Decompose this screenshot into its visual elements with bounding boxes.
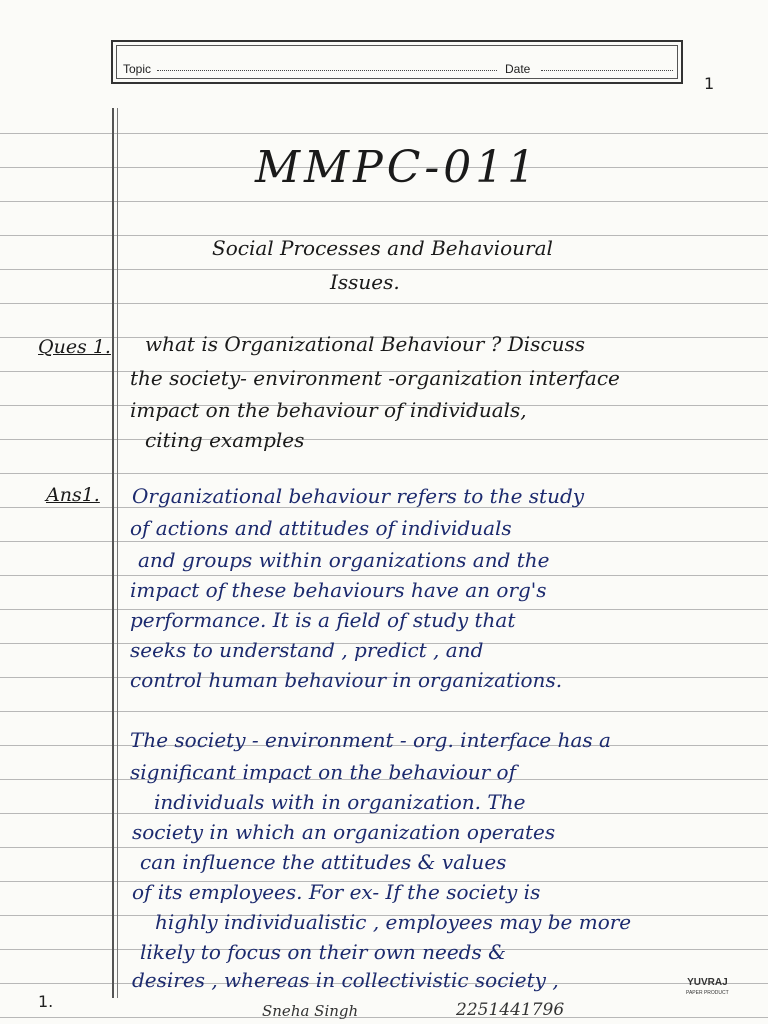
answer-line: control human behaviour in organizations. — [130, 668, 563, 692]
question-line: the society- environment -organization interface — [130, 366, 620, 390]
question-line: impact on the behaviour of individuals, — [130, 398, 527, 422]
answer-line: individuals with in organization. The — [154, 790, 526, 814]
answer-line: The society - environment - org. interface has a — [130, 728, 611, 752]
brand-name: YUVRAJ — [687, 977, 728, 988]
roll-number: 2251441796 — [456, 1000, 565, 1020]
answer-line: likely to focus on their own needs & — [140, 940, 506, 964]
brand-subtitle: PAPER PRODUCT — [686, 990, 729, 996]
page-number: 1 — [704, 74, 715, 93]
question-line: citing examples — [145, 428, 305, 452]
topic-date-box — [111, 40, 683, 84]
student-name: Sneha Singh — [262, 1002, 359, 1020]
subtitle-line-1: Social Processes and Behavioural — [212, 236, 553, 260]
date-label: Date — [505, 62, 531, 76]
date-dotted-line — [541, 70, 673, 71]
answer-line: desires , whereas in collectivistic society , — [132, 968, 559, 992]
page-title: MMPC-011 — [255, 142, 540, 193]
subtitle-line-2: Issues. — [330, 270, 400, 294]
answer-line: of actions and attitudes of individuals — [130, 516, 512, 540]
question-label: Ques 1. — [38, 336, 111, 358]
margin-line-inner — [117, 108, 118, 998]
topic-dotted-line — [157, 70, 497, 71]
answer-line: significant impact on the behaviour of — [130, 760, 516, 784]
brand-logo — [686, 978, 729, 998]
footer-page-marker: 1. — [38, 992, 54, 1011]
answer-line: Organizational behaviour refers to the study — [132, 484, 585, 508]
answer-line: performance. It is a field of study that — [130, 608, 516, 632]
margin-line — [112, 108, 114, 998]
topic-label: Topic — [123, 62, 152, 76]
answer-line: seeks to understand , predict , and — [130, 638, 484, 662]
answer-line: of its employees. For ex- If the society is — [132, 880, 541, 904]
answer-line: impact of these behaviours have an org's — [130, 578, 547, 602]
answer-line: highly individualistic , employees may be more — [155, 910, 632, 934]
answer-line: society in which an organization operates — [132, 820, 556, 844]
answer-label: Ans1. — [46, 484, 100, 506]
question-line: what is Organizational Behaviour ? Discuss — [145, 332, 586, 356]
answer-line: can influence the attitudes & values — [140, 850, 507, 874]
answer-line: and groups within organizations and the — [138, 548, 550, 572]
